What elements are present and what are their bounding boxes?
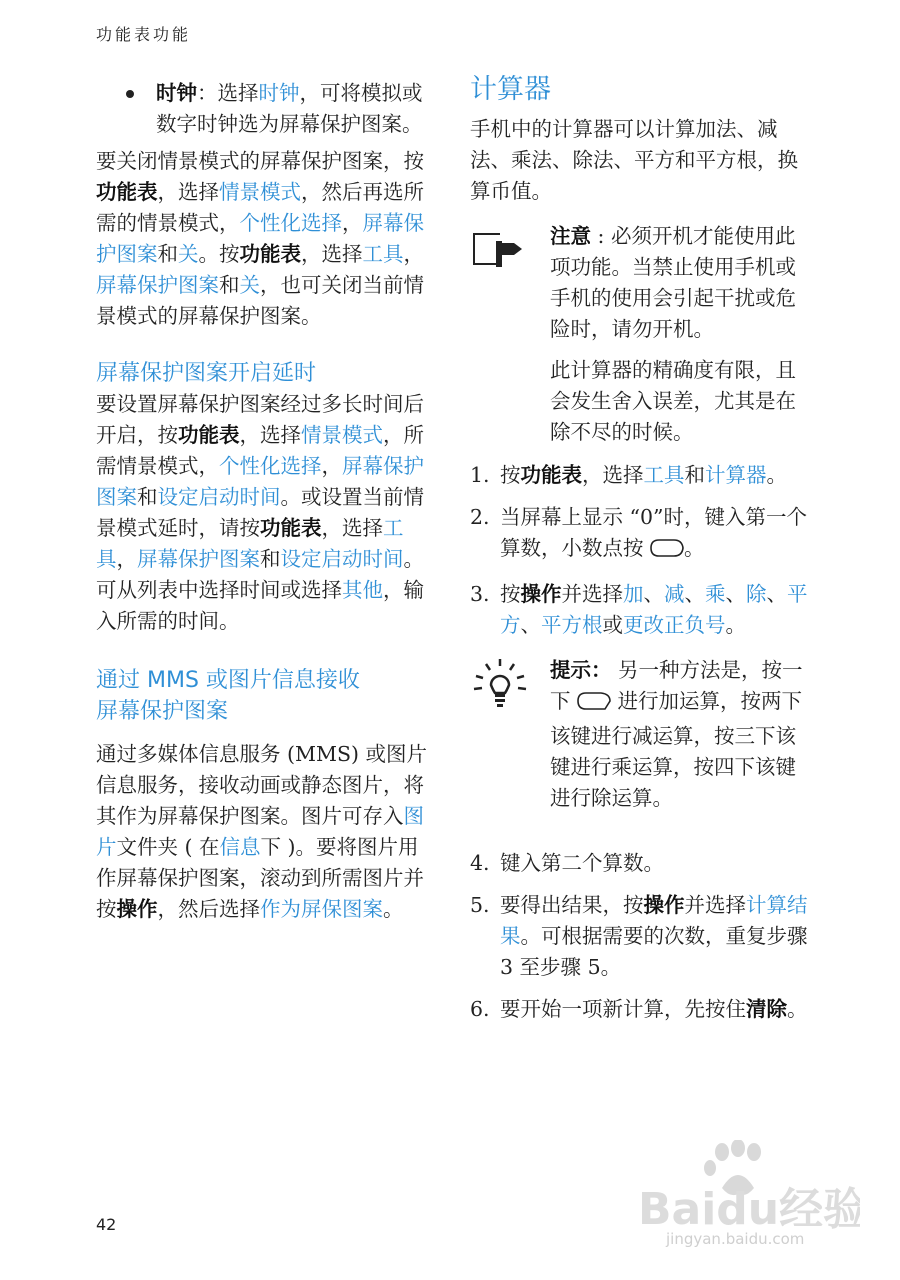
text-run: 。 bbox=[383, 897, 404, 921]
text-run: ：选择 bbox=[197, 81, 259, 105]
text-run: 按 bbox=[500, 463, 521, 487]
step-number: 3. bbox=[470, 582, 490, 606]
menu-term: 平方 bbox=[500, 582, 808, 637]
menu-term: 屏幕保护图案 bbox=[96, 273, 219, 297]
text-run: 。按 bbox=[198, 242, 240, 266]
text-run: ，也可关闭当前情景模式的屏幕保护图案。 bbox=[96, 273, 424, 328]
key-term: 功能表 bbox=[178, 423, 240, 447]
step-text bbox=[500, 893, 808, 979]
key-term: 功能表 bbox=[239, 242, 301, 266]
text-run: ， bbox=[321, 454, 342, 478]
step-1 bbox=[470, 460, 815, 491]
text-run: 要开始一项新计算，先按住 bbox=[500, 997, 746, 1021]
text-run: 、 bbox=[684, 582, 705, 606]
menu-term: 工具 bbox=[362, 242, 404, 266]
key-term: 操作 bbox=[116, 897, 158, 921]
key-term: 提示： bbox=[550, 658, 612, 682]
step-3 bbox=[470, 579, 815, 641]
menu-term: 屏幕保护图案 bbox=[96, 454, 424, 509]
text-run: ，选择 bbox=[301, 242, 363, 266]
tip-lightbulb-icon bbox=[470, 657, 530, 713]
tip-callout bbox=[470, 655, 815, 814]
bullet-item-clock bbox=[96, 78, 436, 140]
text-run: 。可根据需要的次数，重复步骤 3 至步骤 5。 bbox=[500, 924, 808, 979]
text-run: 和 bbox=[137, 485, 158, 509]
text-run: ， bbox=[342, 211, 363, 235]
text-run: 和 bbox=[684, 463, 705, 487]
menu-term: 图片 bbox=[96, 804, 424, 859]
text-run: 要关闭情景模式的屏幕保护图案，按 bbox=[96, 149, 424, 173]
text-run: 按 bbox=[500, 582, 521, 606]
key-term: 清除 bbox=[746, 997, 787, 1021]
steps-list-1 bbox=[470, 460, 815, 641]
step-number: 6. bbox=[470, 997, 490, 1021]
text-run: 进行加运算，按两下该键进行减运算，按三下该键进行乘运算，按四下该键进行除运算。 bbox=[550, 689, 803, 810]
key-term: 时钟 bbox=[156, 81, 197, 105]
hash-key-icon bbox=[650, 537, 684, 568]
text-run: ，输入所需的时间。 bbox=[96, 578, 424, 633]
note-text bbox=[550, 221, 815, 345]
step-5 bbox=[470, 890, 815, 983]
text-run: 另一种方法是，按一下 bbox=[550, 658, 803, 713]
star-key-icon bbox=[577, 690, 611, 721]
paragraph-receive-screensaver bbox=[96, 739, 436, 925]
bullet-dot bbox=[126, 90, 134, 98]
key-term: 操作 bbox=[520, 582, 562, 606]
menu-term: 除 bbox=[746, 582, 767, 606]
text-run: ，选择 bbox=[582, 463, 644, 487]
note-hand-icon bbox=[470, 229, 528, 273]
text-run: 和 bbox=[157, 242, 178, 266]
menu-term: 信息 bbox=[219, 835, 261, 859]
text-run: ，然后再选所需的情景模式， bbox=[96, 180, 424, 235]
watermark-brand: Baidu经验 bbox=[638, 1184, 860, 1235]
heading-receive-line1: 通过 MMS 或图片信息接收 bbox=[96, 668, 360, 693]
paragraph-screensaver-delay bbox=[96, 389, 436, 637]
note-text-2: 此计算器的精确度有限，且会发生舍入误差，尤其是在除不尽的时候。 bbox=[550, 358, 796, 444]
text-run: 。 bbox=[684, 536, 705, 560]
text-run: 。 bbox=[766, 463, 787, 487]
menu-term: 关 bbox=[239, 273, 260, 297]
step-text bbox=[500, 582, 808, 637]
step-number: 5. bbox=[470, 893, 490, 917]
text-run: 。 bbox=[787, 997, 808, 1021]
menu-term: 加 bbox=[623, 582, 644, 606]
step-text bbox=[500, 997, 808, 1021]
text-run: 或 bbox=[602, 613, 623, 637]
running-head: 功能表功能 bbox=[96, 25, 192, 44]
menu-term: 屏幕保护图案 bbox=[137, 547, 260, 571]
step-number: 4. bbox=[470, 851, 490, 875]
text-run: 。 bbox=[725, 613, 746, 637]
menu-term: 设定启动时间 bbox=[280, 547, 404, 571]
step-number: 2. bbox=[470, 505, 490, 529]
menu-term: 其他 bbox=[342, 578, 383, 602]
heading-screensaver-delay: 屏幕保护图案开启延时 bbox=[96, 361, 317, 386]
right-column bbox=[470, 72, 815, 1025]
step-6 bbox=[470, 994, 815, 1025]
text-run: 、 bbox=[643, 582, 664, 606]
text-run: 。或设置当前情景模式延时，请按 bbox=[96, 485, 424, 540]
heading-receive-line2: 屏幕保护图案 bbox=[96, 699, 229, 724]
text-run: 。可从列表中选择时间或选择 bbox=[96, 547, 424, 602]
menu-term: 平方根 bbox=[541, 613, 603, 637]
menu-term: 关 bbox=[178, 242, 199, 266]
text-run: 并选择 bbox=[561, 582, 623, 606]
note-label: 注意 bbox=[550, 224, 591, 248]
text-run: 和 bbox=[219, 273, 240, 297]
text-run: 和 bbox=[260, 547, 281, 571]
text-run: ， bbox=[116, 547, 137, 571]
text-run: ，然后选择 bbox=[157, 897, 260, 921]
menu-term: 情景模式 bbox=[301, 423, 383, 447]
paragraph-close-screensaver bbox=[96, 146, 436, 332]
text-run: 键入第二个算数。 bbox=[500, 851, 664, 875]
text-run: 当屏幕上显示 “0”时，键入第一个算数，小数点按 bbox=[500, 505, 808, 560]
menu-term: 减 bbox=[664, 582, 685, 606]
text-run: 要设置屏幕保护图案经过多长时间后开启，按 bbox=[96, 392, 424, 447]
text-run: 、 bbox=[725, 582, 746, 606]
steps-list-2 bbox=[470, 848, 815, 1025]
text-run: ， bbox=[403, 242, 424, 266]
key-term: 功能表 bbox=[96, 180, 158, 204]
step-text bbox=[500, 463, 787, 487]
text-run: 文件夹 ( 在 bbox=[116, 835, 220, 859]
watermark-url: jingyan.baidu.com bbox=[666, 1230, 805, 1248]
text-run: 并选择 bbox=[684, 893, 746, 917]
menu-term: 计算结果 bbox=[500, 893, 808, 948]
baidu-paw-icon bbox=[630, 1140, 860, 1250]
text-run: ，选择 bbox=[239, 423, 301, 447]
text-run: ，选择 bbox=[321, 516, 383, 540]
menu-term: 更改正负号 bbox=[623, 613, 726, 637]
step-text bbox=[500, 851, 664, 875]
step-4 bbox=[470, 848, 815, 879]
page-number: 42 bbox=[96, 1215, 117, 1234]
menu-term: 工具 bbox=[96, 516, 404, 571]
menu-term: 计算器 bbox=[705, 463, 767, 487]
text-run: 通过多媒体信息服务 (MMS) 或图片信息服务，接收动画或静态图片，将其作为屏幕保护图案。图片可存入 bbox=[96, 742, 428, 828]
key-term: 功能表 bbox=[520, 463, 582, 487]
text-run: 、 bbox=[520, 613, 541, 637]
note-callout bbox=[470, 221, 815, 448]
paragraph-calculator-intro: 手机中的计算器可以计算加法、减法、乘法、除法、平方和平方根，换算币值。 bbox=[470, 117, 798, 203]
bullet-clock-text bbox=[156, 81, 423, 136]
heading-calculator: 计算器 bbox=[470, 74, 551, 105]
menu-term: 设定启动时间 bbox=[157, 485, 281, 509]
key-term: 操作 bbox=[643, 893, 685, 917]
tip-text bbox=[550, 655, 815, 814]
baidu-watermark bbox=[630, 1140, 860, 1250]
step-number: 1. bbox=[470, 463, 490, 487]
menu-term: 个性化选择 bbox=[219, 454, 322, 478]
key-term: 功能表 bbox=[260, 516, 322, 540]
text-run: ，可将模拟或数字时钟选为屏幕保护图案。 bbox=[156, 81, 423, 136]
menu-term: 情景模式 bbox=[219, 180, 301, 204]
text-run: 下 )。要将图片用作屏幕保护图案，滚动到所需图片并按 bbox=[96, 835, 424, 921]
note-body: : 必须开机才能使用此项功能。当禁止使用手机或手机的使用会引起干扰或危险时，请勿开机。 bbox=[550, 224, 796, 341]
heading-receive-screensaver bbox=[96, 665, 436, 727]
menu-term: 个性化选择 bbox=[239, 211, 342, 235]
menu-term: 乘 bbox=[705, 582, 726, 606]
step-text bbox=[500, 505, 807, 560]
menu-term: 作为屏保图案 bbox=[260, 897, 383, 921]
menu-term: 时钟 bbox=[258, 81, 300, 105]
left-column bbox=[96, 72, 436, 925]
menu-term: 工具 bbox=[643, 463, 685, 487]
text-run: 要得出结果，按 bbox=[500, 893, 644, 917]
text-run: ，选择 bbox=[157, 180, 219, 204]
text-run: 、 bbox=[766, 582, 787, 606]
step-2 bbox=[470, 502, 815, 568]
text-run: ，所需情景模式， bbox=[96, 423, 424, 478]
menu-term: 屏幕保护图案 bbox=[96, 211, 424, 266]
